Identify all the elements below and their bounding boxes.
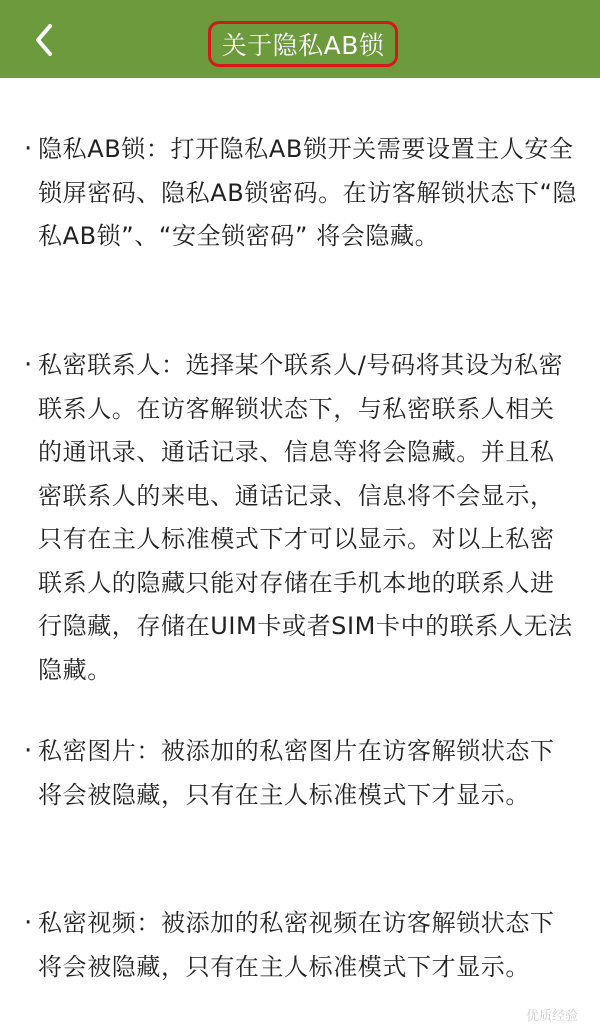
bullet-marker: ·	[24, 134, 33, 164]
bullet-marker: ·	[24, 350, 33, 380]
item-text: 私密视频：被添加的私密视频在访客解锁状态下将会被隐藏，只有在主人标准模式下才显示。	[38, 909, 555, 981]
item-text: 隐私AB锁：打开隐私AB锁开关需要设置主人安全锁屏密码、隐私AB锁密码。在访客解锁状态下“隐私AB锁”、“安全锁密码” 将会隐藏。	[38, 135, 578, 250]
title-highlight-box	[208, 21, 398, 67]
item-text: 私密联系人：选择某个联系人/号码将其设为私密联系人。在访客解锁状态下，与私密联系人相关的通讯录、通话记录、信息等将会隐藏。并且私密联系人的来电、通话记录、信息将不会显示，只有在主人标准模式下才可以显示。对以上私密联系人的隐藏只能对存储在手机本地的联系人进行隐藏，存储在UIM卡或者SIM卡中的联系人无法隐藏。	[38, 351, 573, 684]
back-button[interactable]	[26, 18, 66, 62]
watermark: 优质经验	[525, 1009, 578, 1024]
app-header	[0, 0, 600, 78]
page-title: 关于隐私AB锁	[221, 31, 385, 60]
content-area	[0, 78, 600, 1032]
bullet-marker: ·	[24, 908, 33, 938]
item-text: 私密图片：被添加的私密图片在访客解锁状态下将会被隐藏，只有在主人标准模式下才显示。	[38, 737, 555, 809]
chevron-left-icon	[26, 18, 66, 62]
bullet-marker: ·	[24, 736, 33, 766]
